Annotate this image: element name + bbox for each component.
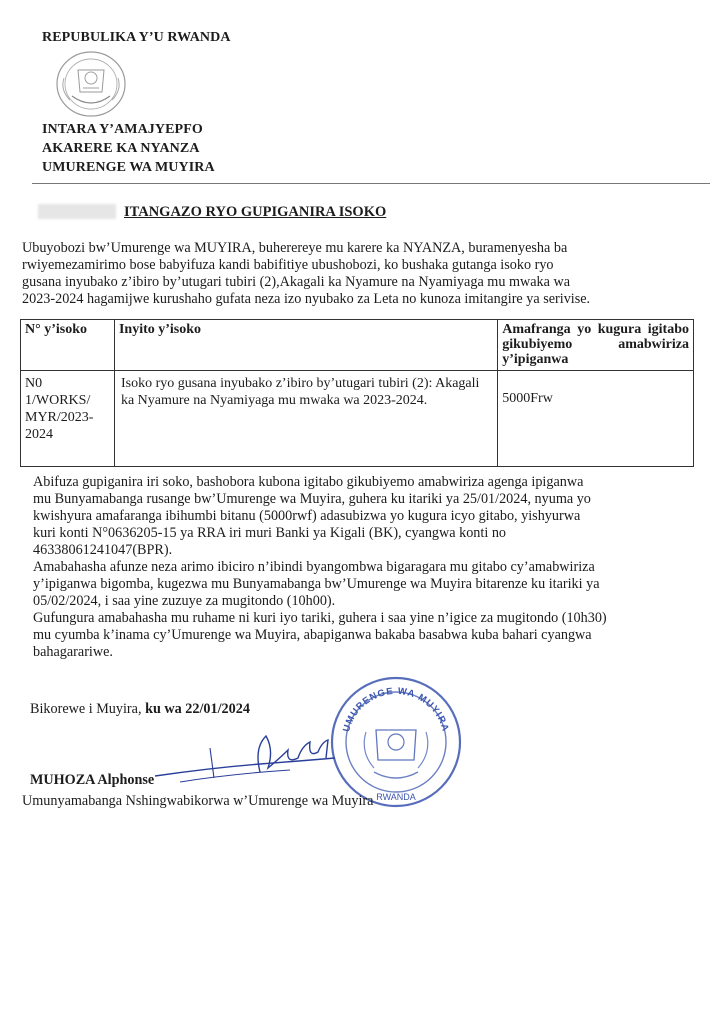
body-line: y’ipiganwa bigomba, kugezwa mu Bunyamabanga bw’Umurenge wa Muyira bitarenze ku itariki ya — [33, 576, 600, 592]
intro-line: Ubuyobozi bw’Umurenge wa MUYIRA, buherereye mu karere ka NYANZA, buramenyesha ba — [22, 240, 568, 256]
cell-tender-description: Isoko ryo gusana inyubako z’ibiro by’utugari tubiri (2): Akagali ka Nyamure na Nyamiyaga mu mwaka wa 2023-2024. — [114, 371, 497, 467]
body-paragraph — [33, 474, 693, 661]
body-line: mu Bunyamabanga rusange bw’Umurenge wa Muyira, guhera ku itariki ya 25/01/2024, nyuma yo — [33, 491, 591, 507]
table-row — [21, 371, 694, 467]
district-name: AKARERE KA NYANZA — [42, 141, 200, 156]
signer-name: MUHOZA Alphonse — [30, 772, 155, 788]
svg-text:UMURENGE WA MUYIRA — [341, 686, 451, 733]
intro-line: rwiyemezamirimo bose babyifuza kandi babifitiye ubushobozi, ko bushaka gutanga isoko ryo — [22, 257, 554, 273]
body-line: Abifuza gupiganira iri soko, bashobora kubona igitabo gikubiyemo amabwiriza agenga ipiganwa — [33, 474, 584, 490]
place-date — [30, 701, 250, 718]
body-line: Gufungura amabahasha mu ruhame ni kuri iyo tariki, guhera i saa yine n’igice za mugitondo (10h30) — [33, 610, 607, 626]
body-line: Amabahasha afunze neza arimo ibiciro n’ibindi byangombwa bigaragara mu gitabo cy’amabwiriza — [33, 559, 595, 575]
header-tender-fee — [498, 320, 694, 371]
tender-table — [20, 319, 694, 467]
intro-line: gusana inyubako z’ibiro by’utugari tubiri (2),Akagali ka Nyamure na Nyamiyaga mu mwaka wa — [22, 274, 571, 290]
body-line: kwishyura amafaranga ibihumbi bitanu (5000rwf) adasubizwa yo kugura icyo gitabo, yishyurwa — [33, 508, 581, 524]
official-stamp — [326, 672, 466, 812]
body-line: bahagarariwe. — [33, 644, 113, 660]
province-name: INTARA Y’AMAJYEPFO — [42, 122, 203, 137]
cell-tender-number: N0 1/WORKS/ MYR/2023- 2024 — [21, 371, 115, 467]
header-tender-number: N° y’isoko — [21, 320, 115, 371]
header-tender-title: Inyito y’isoko — [114, 320, 497, 371]
body-line: 46338061241047(BPR). — [33, 542, 173, 558]
stamp-bottom-text: RWANDA — [376, 792, 416, 802]
signer-title: Umunyamabanga Nshingwabikorwa w’Umurenge wa Muyira — [22, 793, 374, 809]
redacted-reference — [38, 204, 116, 219]
intro-paragraph — [22, 240, 692, 308]
stamp-arc-text: UMURENGE WA MUYIRA — [341, 685, 451, 734]
place-date-prefix: Bikorewe i Muyira, — [30, 701, 146, 717]
notice-title: ITANGAZO RYO GUPIGANIRA ISOKO — [124, 204, 387, 220]
body-line: kuri konti N°0636205-15 ya RRA iri muri Banki ya Kigali (BK), cyangwa konti no — [33, 525, 507, 541]
country-name: REPUBULIKA Y’U RWANDA — [42, 30, 231, 45]
handwritten-signature — [150, 728, 340, 788]
place-date-bold: ku wa 22/01/2024 — [145, 701, 250, 717]
sector-name: UMURENGE WA MUYIRA — [42, 160, 215, 175]
header-fee-label: Amafranga yo kugura igitabo gikubiyemo amabwiriza y’ipiganwa — [502, 322, 689, 367]
coat-of-arms-emblem — [52, 48, 130, 120]
cell-tender-fee: 5000Frw — [498, 371, 694, 467]
intro-line: 2023-2024 hagamijwe kurushaho gufata neza izo nyubako za Leta no kunoza imitangire ya serivise. — [22, 291, 591, 307]
table-header-row — [21, 320, 694, 371]
body-line: mu cyumba k’inama cy’Umurenge wa Muyira, abapiganwa bakaba basabwa kuba bahari cyangwa — [33, 627, 592, 643]
header-divider — [32, 183, 710, 184]
body-line: 05/02/2024, i saa yine zuzuye za mugitondo (10h00). — [33, 593, 336, 609]
